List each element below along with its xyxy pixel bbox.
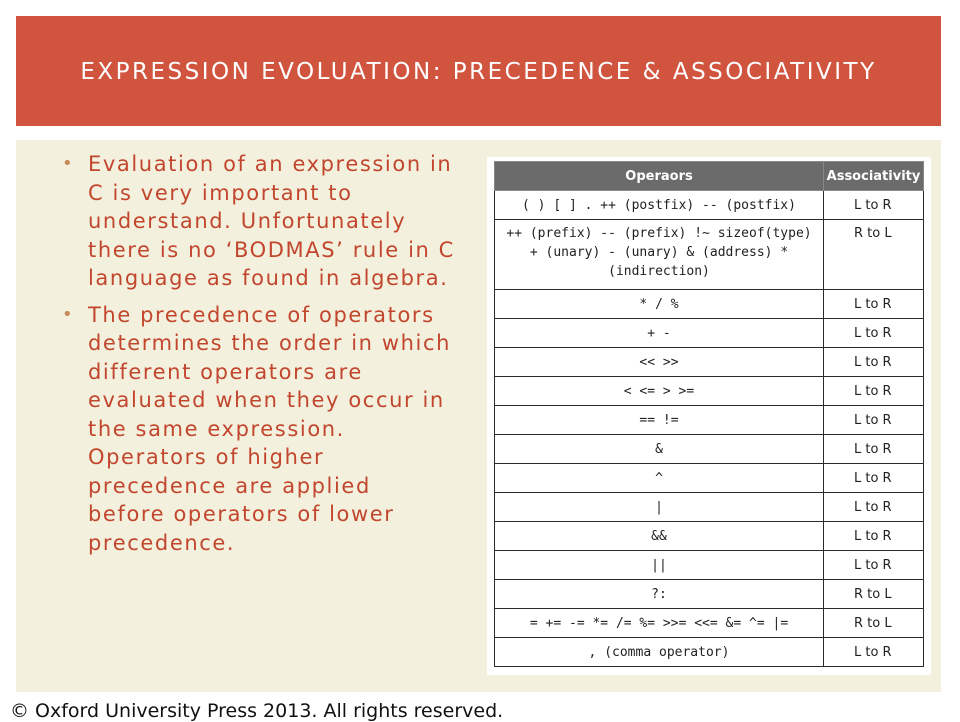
associativity-cell: L to R: [824, 377, 924, 406]
operators-cell: ?:: [495, 580, 824, 609]
bullet-dot-icon: •: [62, 303, 75, 325]
associativity-cell: L to R: [824, 493, 924, 522]
operators-cell: &&: [495, 522, 824, 551]
bullet-list: [60, 150, 455, 565]
bullet-text: The precedence of operators determines the order in which different operators are evaluated when they occur in the same expression. Operators of higher precedence are applied before operators of lower precedence.: [88, 302, 452, 555]
slide-title: EXPRESSION EVOLUATION: PRECEDENCE & ASSOCIATIVITY: [80, 58, 877, 85]
associativity-cell: R to L: [824, 220, 924, 290]
associativity-cell: L to R: [824, 551, 924, 580]
operators-cell: ++ (prefix) -- (prefix) !~ sizeof(type) + (unary) - (unary) & (address) * (indirection): [495, 220, 824, 290]
associativity-cell: L to R: [824, 191, 924, 220]
associativity-cell: L to R: [824, 638, 924, 667]
table-row: [495, 290, 924, 319]
table-row: [495, 551, 924, 580]
table-row: [495, 609, 924, 638]
associativity-cell: L to R: [824, 435, 924, 464]
title-bar: [16, 16, 941, 126]
operators-cell: ^: [495, 464, 824, 493]
table-row: [495, 191, 924, 220]
operators-cell: * / %: [495, 290, 824, 319]
operator-table-figure: [487, 157, 931, 675]
copyright-footer: © Oxford University Press 2013. All rights reserved.: [10, 700, 504, 722]
bullet-item: [60, 150, 455, 293]
operators-cell: = += -= *= /= %= >>= <<= &= ^= |=: [495, 609, 824, 638]
operators-cell: &: [495, 435, 824, 464]
operator-precedence-table: [494, 161, 924, 667]
operators-cell: , (comma operator): [495, 638, 824, 667]
table-row: [495, 522, 924, 551]
table-row: [495, 348, 924, 377]
table-row: [495, 435, 924, 464]
associativity-cell: L to R: [824, 522, 924, 551]
table-row: [495, 220, 924, 290]
bullet-item: [60, 301, 455, 558]
table-row: [495, 638, 924, 667]
operators-cell: + -: [495, 319, 824, 348]
associativity-cell: L to R: [824, 290, 924, 319]
operators-cell: == !=: [495, 406, 824, 435]
associativity-cell: R to L: [824, 609, 924, 638]
operators-cell: ( ) [ ] . ++ (postfix) -- (postfix): [495, 191, 824, 220]
table-header-row: [495, 162, 924, 191]
bullet-text: Evaluation of an expression in C is very important to understand. Unfortunately there is no ‘BODMAS’ rule in C language as found in algebra.: [88, 152, 455, 290]
table-row: [495, 319, 924, 348]
table-row: [495, 580, 924, 609]
associativity-cell: L to R: [824, 348, 924, 377]
table-row: [495, 377, 924, 406]
associativity-cell: L to R: [824, 464, 924, 493]
associativity-cell: L to R: [824, 319, 924, 348]
table-row: [495, 464, 924, 493]
bullet-dot-icon: •: [62, 153, 75, 174]
operators-column-header: Operaors: [495, 162, 824, 191]
table-row: [495, 493, 924, 522]
associativity-cell: L to R: [824, 406, 924, 435]
table-row: [495, 406, 924, 435]
operators-cell: ||: [495, 551, 824, 580]
operators-cell: < <= > >=: [495, 377, 824, 406]
operators-cell: << >>: [495, 348, 824, 377]
operators-cell: |: [495, 493, 824, 522]
associativity-column-header: Associativity: [824, 162, 924, 191]
associativity-cell: R to L: [824, 580, 924, 609]
